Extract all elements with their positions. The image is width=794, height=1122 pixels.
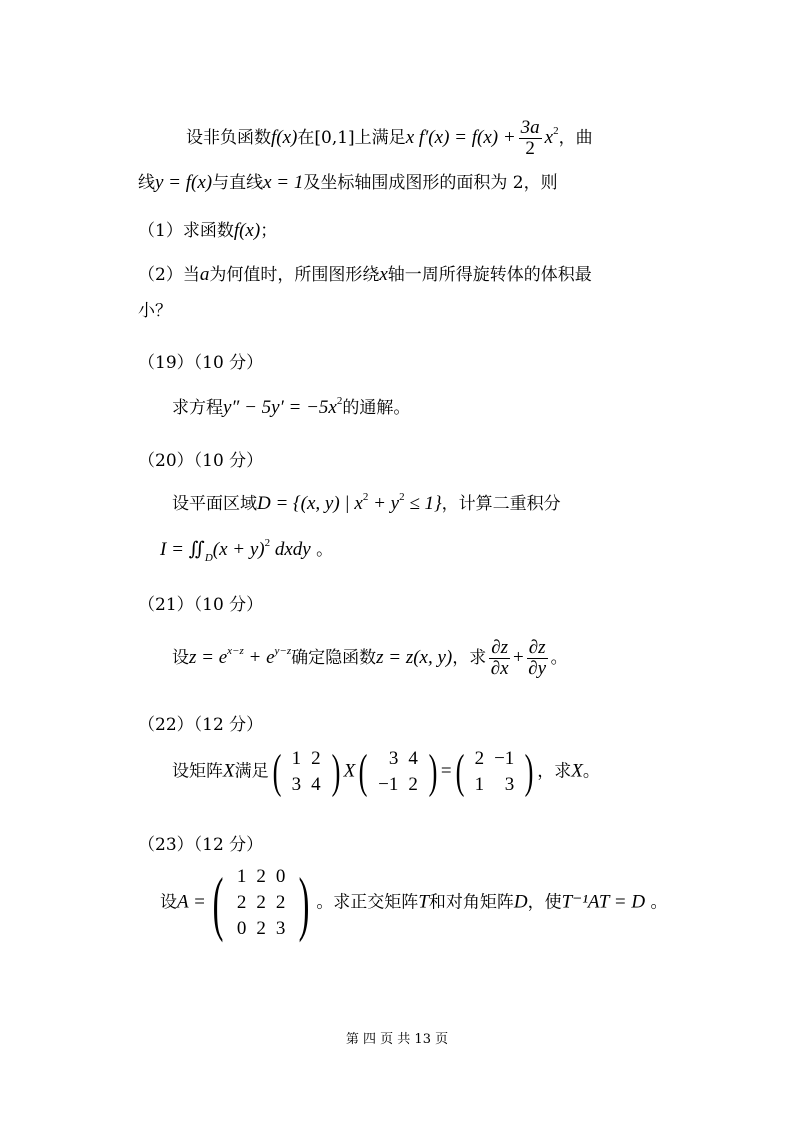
math: =	[440, 760, 452, 782]
math: (x + y)	[212, 539, 265, 560]
exponent: 2	[264, 537, 271, 549]
denominator: ∂x	[490, 658, 509, 679]
paren-open: (	[272, 745, 281, 798]
p19-body	[172, 390, 410, 419]
text: 的通解。	[342, 398, 411, 418]
text: 与直线	[212, 173, 264, 193]
matrix-cell: 2	[474, 748, 485, 769]
subscript: D	[204, 552, 213, 564]
math: + y	[368, 493, 400, 514]
math: z = z(x, y)	[376, 647, 453, 668]
math: A =	[177, 891, 206, 913]
paren-close: )	[298, 863, 310, 943]
fraction	[519, 118, 542, 159]
matrix-cell: 3	[504, 774, 515, 795]
exponent: y−z	[274, 645, 292, 657]
text: 轴一周所得旋转体的体积最	[387, 265, 592, 285]
math: + e	[243, 647, 275, 668]
p23-header: （23）（12 分）	[138, 835, 264, 855]
text: ；	[260, 221, 278, 241]
math: +	[513, 647, 524, 668]
math: x	[544, 127, 554, 148]
p19-header: （19）（10 分）	[138, 353, 264, 373]
matrix-cell: 3	[275, 918, 286, 939]
exponent: 2	[553, 125, 559, 137]
math: X	[343, 760, 356, 782]
matrix-cell: 2	[408, 774, 418, 795]
matrix-cell: 2	[256, 866, 266, 887]
p18-q2	[138, 264, 592, 286]
math: D = {(x, y) | x	[257, 493, 363, 514]
text: 小？	[138, 301, 172, 321]
matrix-cell: 2	[256, 918, 266, 939]
fraction	[527, 638, 548, 679]
math: y″ − 5y′ = −5x	[223, 397, 337, 418]
text: 设非负函数	[186, 128, 271, 148]
text: （2）当	[138, 265, 200, 285]
text: 。	[550, 648, 568, 668]
text: ，求	[452, 648, 487, 668]
text: 设	[160, 892, 177, 913]
text: 。	[310, 540, 334, 560]
math: D	[513, 891, 528, 913]
math: z = e	[189, 647, 228, 668]
exponent: 2	[336, 395, 343, 407]
math: dxdy	[270, 539, 311, 560]
text: ，计算二重积分	[441, 494, 561, 514]
text: 求方程	[172, 398, 223, 418]
matrix-A	[206, 864, 316, 942]
matrix-cell: 4	[408, 748, 418, 769]
matrix-cell: 1	[291, 748, 302, 769]
paren-open: (	[358, 745, 368, 798]
math: f(x)	[233, 220, 261, 241]
p22-body	[172, 746, 600, 798]
paren-open: (	[455, 745, 464, 798]
p20-integral	[160, 532, 333, 569]
math: f(x)	[271, 127, 298, 148]
matrix-middle	[355, 746, 441, 798]
text: 确定隐函数	[291, 648, 377, 668]
text: 满足	[234, 761, 269, 782]
matrix-cell: −1	[378, 774, 399, 795]
p21-body	[172, 638, 568, 679]
p21-header: （21）（10 分）	[138, 595, 264, 615]
text: ，使	[527, 892, 562, 913]
p20-body	[172, 486, 561, 515]
text: 设平面区域	[172, 494, 257, 514]
matrix-table	[470, 746, 520, 798]
matrix-cell: 0	[236, 918, 247, 939]
matrix-cell: 4	[311, 774, 321, 795]
math: I = ∬	[160, 539, 205, 560]
text: 。求正交矩阵	[316, 892, 419, 913]
text: （1）求函数	[138, 221, 234, 241]
math: y = f(x)	[155, 172, 213, 193]
matrix-cell: 1	[474, 774, 485, 795]
text: 设矩阵	[172, 761, 223, 782]
p18-q1	[138, 220, 277, 242]
matrix-cell: 2	[236, 892, 247, 913]
p18-q2-cont	[138, 300, 172, 322]
matrix-cell: 2	[275, 892, 286, 913]
p18-line1	[186, 118, 593, 159]
matrix-cell: 3	[291, 774, 302, 795]
math: x	[379, 264, 388, 285]
text: ，求	[537, 761, 572, 782]
p20-header: （20）（10 分）	[138, 451, 264, 471]
math: a	[199, 264, 210, 285]
matrix-cell: 2	[311, 748, 321, 769]
text: 。	[582, 761, 600, 782]
math: T⁻¹AT = D	[561, 891, 646, 913]
math: x = 1	[263, 172, 304, 193]
math: x f′(x) = f(x) +	[405, 127, 516, 148]
math: X	[571, 760, 583, 782]
text: 线	[138, 173, 155, 193]
matrix-cell: 3	[388, 748, 399, 769]
numerator: ∂z	[528, 637, 546, 658]
text: 。	[645, 892, 668, 913]
matrix-table	[373, 746, 423, 798]
denominator: ∂y	[528, 658, 547, 679]
p23-body	[160, 864, 668, 942]
page-footer: 第 四 页 共 13 页	[345, 1032, 449, 1047]
text: 及坐标轴围成图形的面积为 2，则	[303, 173, 558, 193]
text: 为何值时，所围图形绕	[209, 265, 380, 285]
fraction	[489, 638, 510, 679]
matrix-cell: 0	[275, 866, 286, 887]
numerator: 3a	[520, 117, 540, 138]
matrix-cell: 2	[256, 892, 266, 913]
paren-close: )	[428, 745, 438, 798]
numerator: ∂z	[491, 637, 509, 658]
math: T	[418, 891, 429, 913]
text: 和对角矩阵	[428, 892, 514, 913]
exponent: 2	[362, 491, 369, 503]
matrix-cell: 1	[236, 866, 247, 887]
paren-close: )	[524, 745, 534, 798]
matrix-table	[287, 746, 326, 798]
denominator: 2	[525, 138, 535, 159]
matrix-table	[232, 864, 291, 942]
matrix-cell: −1	[494, 748, 515, 769]
text: 在[0,1]上满足	[297, 128, 406, 148]
paren-close: )	[331, 745, 340, 798]
exponent: x−z	[227, 645, 244, 657]
matrix-right	[452, 746, 538, 798]
text: 设	[172, 648, 189, 668]
p22-header: （22）（12 分）	[138, 715, 264, 735]
math: ≤ 1}	[404, 493, 442, 514]
text: ，曲	[558, 128, 593, 148]
exponent: 2	[399, 491, 405, 503]
matrix-left	[269, 746, 344, 798]
paren-open: (	[212, 863, 224, 943]
p18-line2	[138, 172, 558, 194]
math: X	[223, 760, 235, 782]
